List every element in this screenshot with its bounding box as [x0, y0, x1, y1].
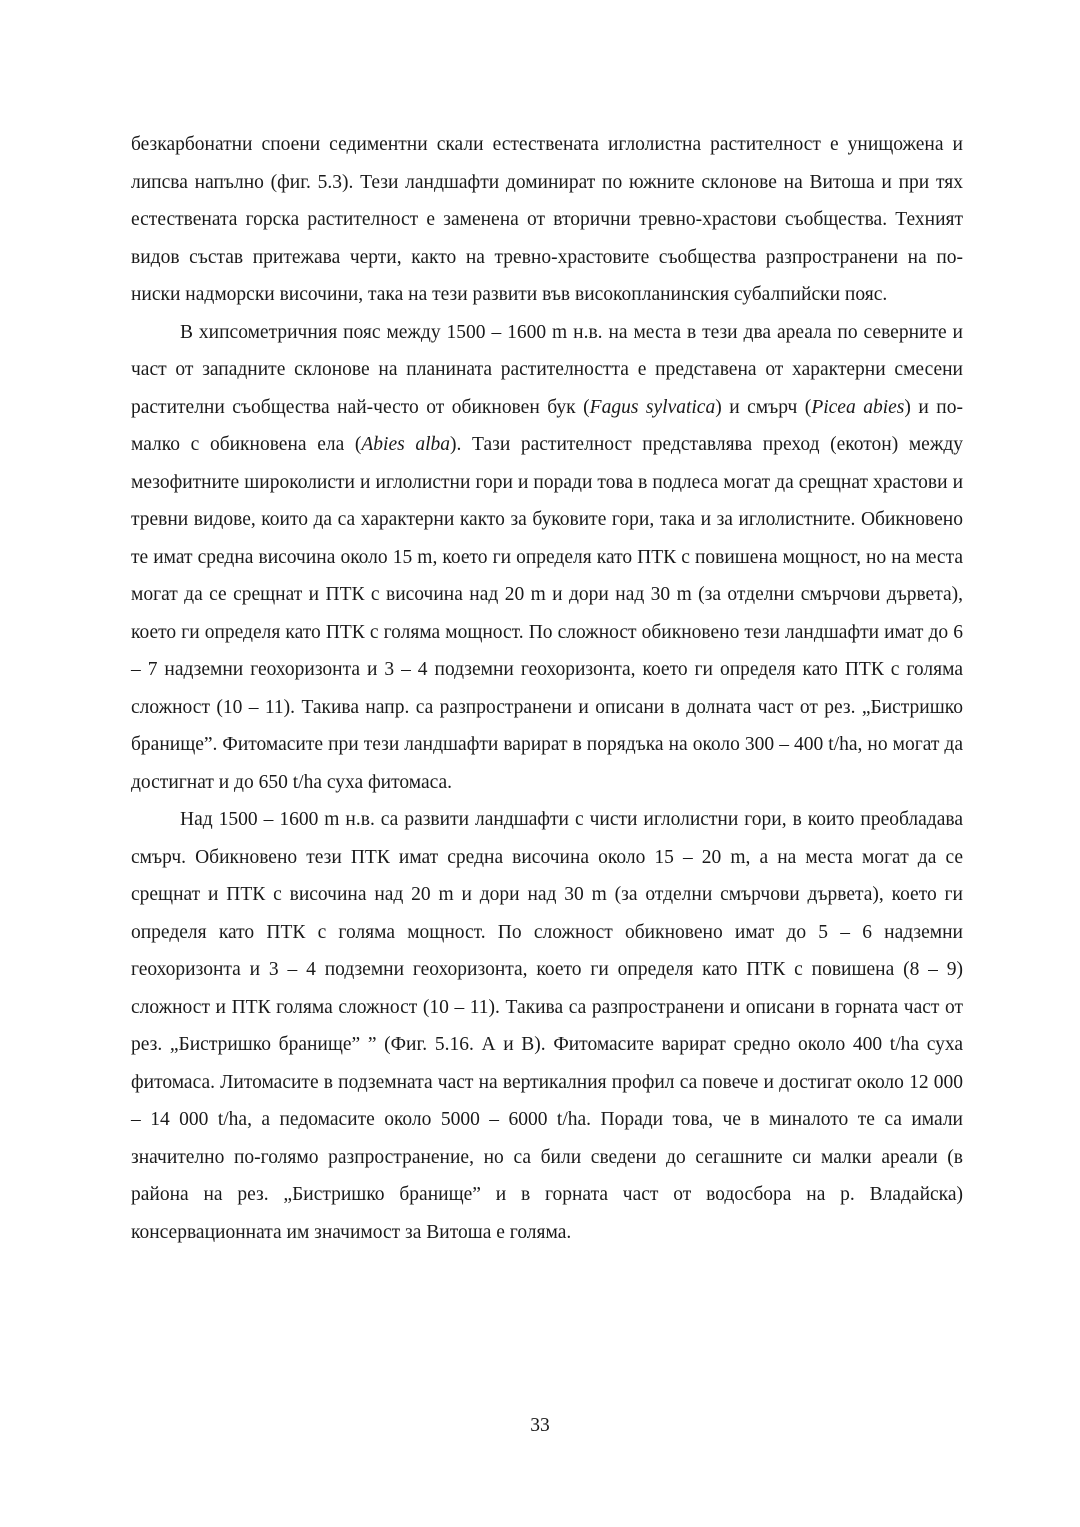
- text-segment: безкарбонатни споени седиментни скали естествената иглолистна растителност е унищожена и липсва напълно (фиг. 5.3). Тези ландшафти доминират по южните склонове на Витоша и при тях естествената горска растителност е заменена от вторични тревно-храстови съобщества. Техният видов състав притежава черти, както на тревно-храстовите съобщества разпространени на по-ниски надморски височини, така на тези развити във високопланинския субалпийски пояс.: [131, 134, 963, 305]
- text-segment: ) и по-малко с обикновена ела (: [131, 396, 963, 455]
- page-number: 33: [530, 1415, 550, 1436]
- latin-name-fagus: Fagus sylvatica: [589, 396, 716, 418]
- page-body: [131, 126, 963, 1251]
- latin-name-abies: Abies alba: [361, 434, 451, 455]
- paragraph-1: [131, 126, 963, 314]
- paragraph-2: [131, 314, 963, 802]
- text-segment: ). Тази растителност представлява преход (екотон) между мезофитните широколисти и иглолистни гори и поради това в подлеса могат да срещнат храстови и тревни видове, които да са характерни както за буковите гори, така и за иглолистните. Обикновено те имат средна височина около 15 m, което ги определя като ПТК с повишена мощност, но на места могат да се срещнат и ПТК с височина над 20 m и дори над 30 m (за отделни смърчови дървета), което ги определя като ПТК с голяма мощност. По сложност обикновено тези ландшафти имат до 6 – 7 надземни геохоризонта и 3 – 4 подземни геохоризонта, което ги определя като ПТК с голяма сложност (10 – 11). Такива напр. са разпространени и описани в долната част от рез. „Бистришко бранище”. Фитомасите при тези ландшафти варират в порядъка на около 300 – 400 t/ha, но могат да достигнат и до 650 t/ha суха фитомаса.: [131, 434, 963, 793]
- latin-name-picea: Picea abies: [811, 396, 905, 418]
- text-segment: В хипсометричния пояс между 1500 – 1600 m н.в. на места в тези два ареала по северните и част от западните склонове на планината растителността е представена от характерни смесени растителни съобщества най-често от обикновен бук (: [131, 321, 963, 418]
- paragraph-3: [131, 801, 963, 1251]
- text-segment: ) и смърч (: [715, 396, 812, 418]
- text-segment: Над 1500 – 1600 m н.в. са развити ландшафти с чисти иглолистни гори, в които преобладава смърч. Обикновено тези ПТК имат средна височина около 15 – 20 m, а на места могат да се срещнат и ПТК с височина над 20 m и дори над 30 m (за отделни смърчови дървета), което ги определя като ПТК с голяма мощност. По сложност обикновено имат до 5 – 6 надземни геохоризонта и 3 – 4 подземни геохоризонта, което ги определя като ПТК с повишена (8 – 9) сложност и ПТК голяма сложност (10 – 11). Такива са разпространени и описани в горната част от рез. „Бистришко бранище” ” (Фиг. 5.16. А и В). Фитомасите варират средно около 400 t/ha суха фитомаса. Литомасите в подземната част на вертикалния профил са повече и достигат около 12 000 – 14 000 t/ha, а педомасите около 5000 – 6000 t/ha. Поради това, че в миналото те са имали значително по-голямо разпространение, но са били сведени до сегашните си малки ареали (в района на рез. „Бистришко бранище” и в горната част от водосбора на р. Владайска) консервационната им значимост за Витоша е голяма.: [131, 809, 963, 1243]
